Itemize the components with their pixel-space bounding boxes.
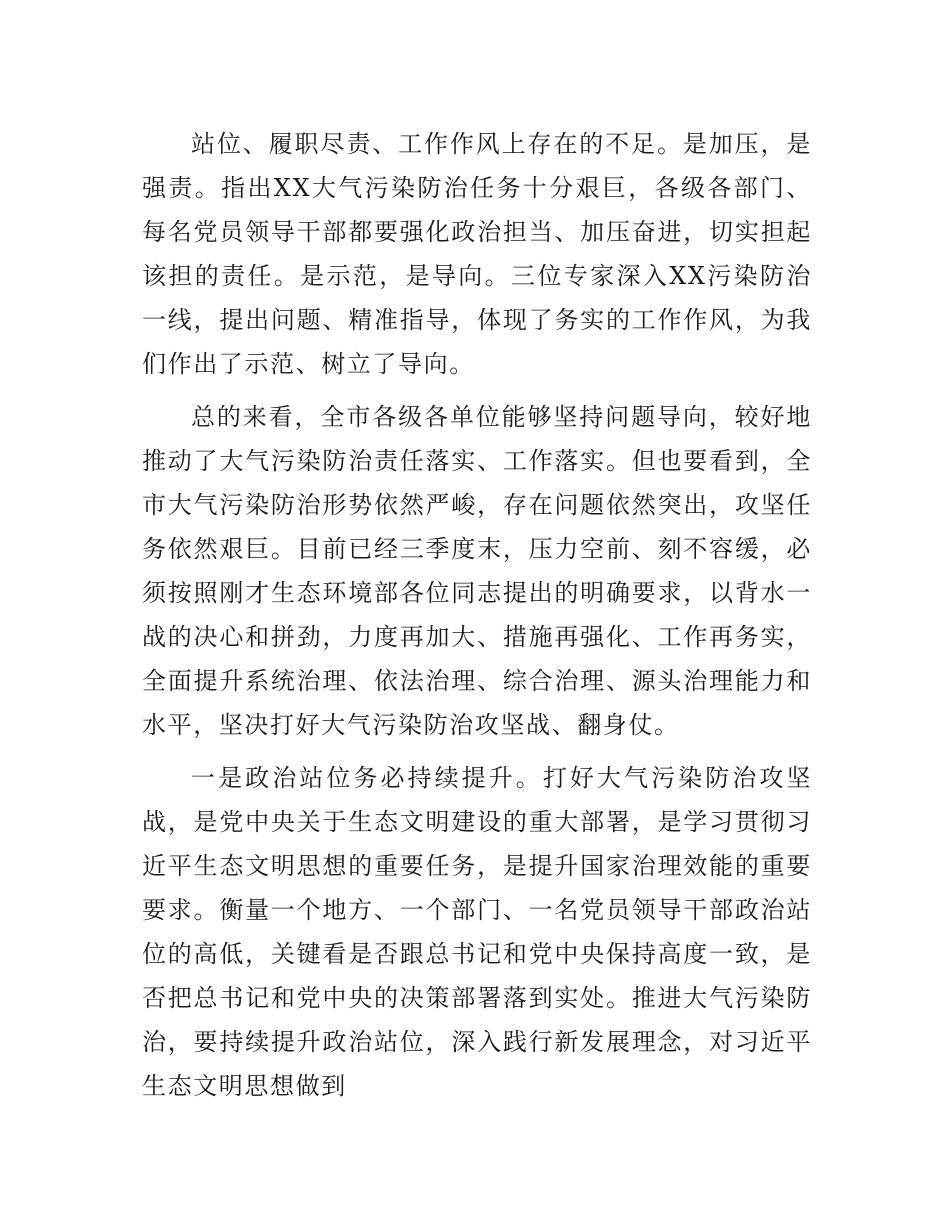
document-body [142,122,812,1117]
paragraph-3: 一是政治站位务必持续提升。打好大气污染防治攻坚战，是党中央关于生态文明建设的重大部署，是学习贯彻习近平生态文明思想的重要任务，是提升国家治理效能的重要要求。衡量一个地方、一个部门、一名党员领导干部政治站位的高低，关键看是否跟总书记和党中央保持高度一致，是否把总书记和党中央的决策部署落到实处。推进大气污染防治，要持续提升政治站位，深入践行新发展理念，对习近平生态文明思想做到 [142,764,812,1100]
paragraph-2: 总的来看，全市各级各单位能够坚持问题导向，较好地推动了大气污染防治责任落实、工作落实。但也要看到，全市大气污染防治形势依然严峻，存在问题依然突出，攻坚任务依然艰巨。目前已经三季度末，压力空前、刻不容缓，必须按照刚才生态环境部各位同志提出的明确要求，以背水一战的决心和拼劲，力度再加大、措施再强化、工作再务实，全面提升系统治理、依法治理、综合治理、源头治理能力和水平，坚决打好大气污染防治攻坚战、翻身仗。 [142,403,812,739]
paragraph-1: 站位、履职尽责、工作作风上存在的不足。是加压，是强责。指出XX大气污染防治任务十分艰巨，各级各部门、每名党员领导干部都要强化政治担当、加压奋进，切实担起该担的责任。是示范，是导向。三位专家深入XX污染防治一线，提出问题、精准指导，体现了务实的工作作风，为我们作出了示范、树立了导向。 [142,130,812,378]
